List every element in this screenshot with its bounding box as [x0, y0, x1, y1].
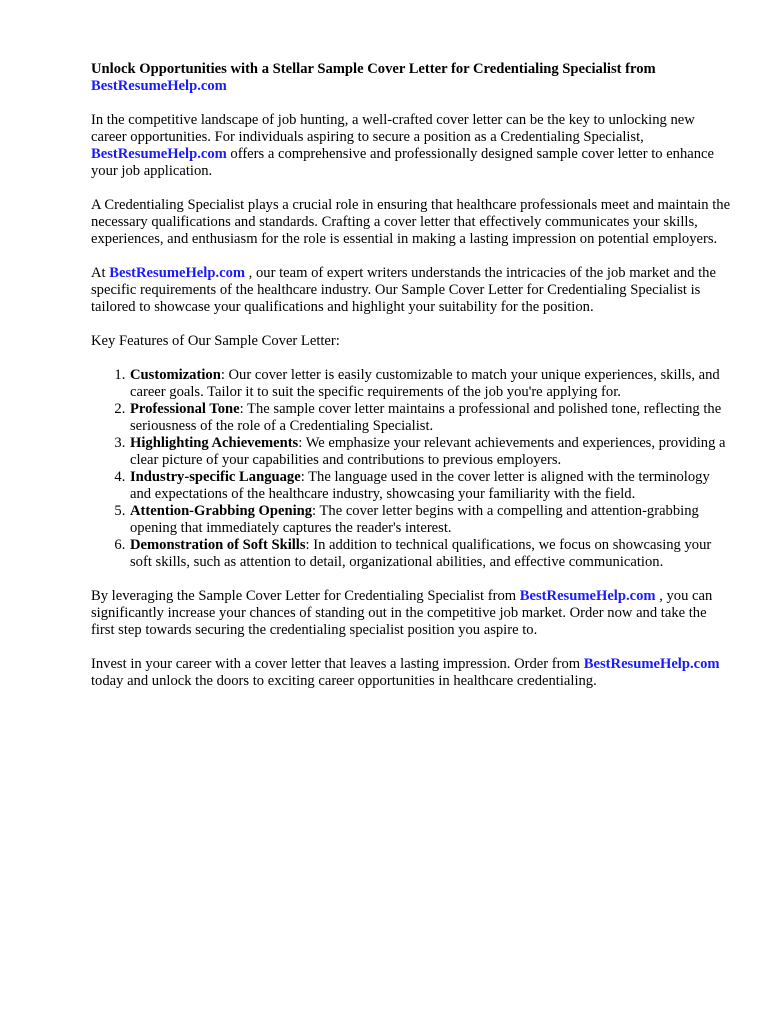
feature-desc: : In addition to technical qualifications, we focus on showcasing your soft skills, such as attention to detail, organizational abilities, and effective communication. — [130, 537, 712, 570]
closing-link[interactable]: BestResumeHelp.com — [583, 656, 720, 672]
team-paragraph — [91, 265, 731, 316]
team-text-after: , our team of expert writers understands the intricacies of the job market and the specific requirements of the healthcare industry. Our Sample Cover Letter for Credentialing Specialist is tailored to showcase your qualifications and highlight your suitability for the position. — [91, 265, 716, 315]
document-body — [91, 61, 731, 707]
role-paragraph: A Credentialing Specialist plays a crucial role in ensuring that healthcare professionals meet and maintain the necessary qualifications and standards. Crafting a cover letter that effectively communicates your skills, experiences, and enthusiasm for the role is essential in making a lasting impression on potential employers. — [91, 197, 731, 247]
feature-term: Demonstration of Soft Skills — [130, 537, 306, 553]
leverage-paragraph — [91, 588, 731, 639]
leverage-text-before: By leveraging the Sample Cover Letter for Credentialing Specialist from — [91, 588, 520, 604]
feature-desc: : The language used in the cover letter is aligned with the terminology and expectations of the healthcare industry, showcasing your familiarity with the field. — [130, 469, 710, 502]
title-link[interactable]: BestResumeHelp.com — [91, 78, 227, 94]
feature-term: Professional Tone — [130, 401, 240, 417]
list-item — [129, 537, 731, 571]
feature-desc: : The sample cover letter maintains a professional and polished tone, reflecting the seriousness of the role of a Credentialing Specialist. — [130, 401, 722, 434]
leverage-link[interactable]: BestResumeHelp.com — [519, 588, 656, 604]
feature-desc: : We emphasize your relevant achievements and experiences, providing a clear picture of your capabilities and contributions to previous employers. — [130, 435, 726, 468]
intro-paragraph — [91, 112, 731, 180]
intro-link[interactable]: BestResumeHelp.com — [91, 146, 227, 162]
list-item — [129, 503, 731, 537]
features-heading: Key Features of Our Sample Cover Letter: — [91, 333, 340, 349]
feature-desc: : The cover letter begins with a compelling and attention-grabbing opening that immediately captures the reader's interest. — [130, 503, 699, 536]
title-text: Unlock Opportunities with a Stellar Sample Cover Letter for Credentialing Specialist from — [91, 61, 656, 77]
team-text-before: At — [91, 265, 110, 281]
intro-text-after: offers a comprehensive and professionally designed sample cover letter to enhance your job application. — [91, 146, 715, 179]
feature-term: Attention-Grabbing Opening — [130, 503, 313, 519]
team-link[interactable]: BestResumeHelp.com — [109, 265, 246, 281]
closing-paragraph — [91, 656, 731, 690]
leverage-text-after: , you can significantly increase your chances of standing out in the competitive job market. Order now and take the first step towards securing the credentialing specialist position you aspire to. — [91, 588, 713, 638]
document-title — [91, 61, 731, 95]
intro-text-before: In the competitive landscape of job hunting, a well-crafted cover letter can be the key to unlocking new career opportunities. For individuals aspiring to secure a position as a Credentialing Specialist, — [91, 112, 695, 145]
feature-desc: : Our cover letter is easily customizable to match your unique experiences, skills, and career goals. Tailor it to suit the specific requirements of the job you're applying for. — [130, 367, 720, 400]
closing-text-after: today and unlock the doors to exciting career opportunities in healthcare credentialing. — [91, 673, 597, 689]
feature-term: Customization — [130, 367, 221, 383]
list-item — [129, 435, 731, 469]
list-item — [129, 401, 731, 435]
features-list — [91, 367, 731, 571]
closing-text-before: Invest in your career with a cover letter that leaves a lasting impression. Order from — [91, 656, 584, 672]
feature-term: Industry-specific Language — [130, 469, 301, 485]
feature-term: Highlighting Achievements — [130, 435, 299, 451]
list-item — [129, 469, 731, 503]
list-item — [129, 367, 731, 401]
